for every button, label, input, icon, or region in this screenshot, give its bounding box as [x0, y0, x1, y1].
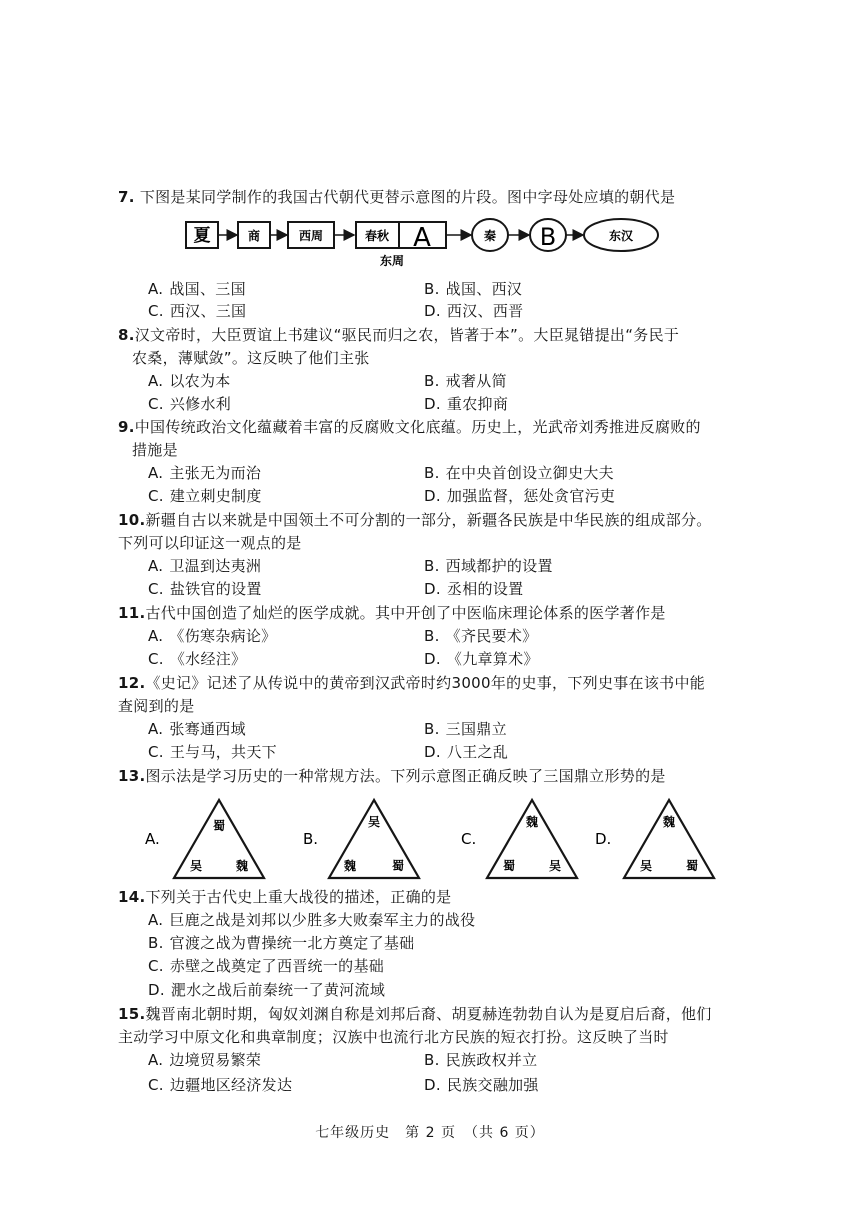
option-a: A. 边境贸易繁荣 [148, 1051, 262, 1069]
option-d: D. 加强监督，惩处贪官污吏 [424, 487, 616, 505]
triangle-c [487, 800, 577, 878]
triangle-a-right: 魏 [235, 859, 249, 873]
option-c: C. 西汉、三国 [148, 302, 247, 320]
question-text: 下图是某同学制作的我国古代朝代更替示意图的片段。图中字母处应填的朝代是 [139, 188, 676, 206]
option-a: A. 巨鹿之战是刘邦以少胜多大败秦军主力的战役 [148, 911, 476, 929]
node-a: A [413, 223, 431, 253]
triangle-a-top: 蜀 [212, 819, 226, 833]
option-a: A. 战国、三国 [148, 280, 246, 298]
node-chunqiu: 春秋 [364, 229, 390, 243]
node-xia: 夏 [193, 226, 211, 246]
option-a: A. 卫温到达夷洲 [148, 557, 262, 575]
question-9: 9.中国传统政治文化蕴藏着丰富的反腐败文化底蕴。历史上，光武帝刘秀推进反腐败的 措施是 [118, 418, 701, 459]
triangle-d-left: 吴 [639, 859, 653, 873]
option-c: C. 盐铁官的设置 [148, 580, 262, 598]
triangle-option-d-key: D. [595, 830, 612, 848]
question-13: 13.图示法是学习历史的一种常规方法。下列示意图正确反映了三国鼎立形势的是 [118, 767, 666, 785]
question-15: 15.魏晋南北朝时期，匈奴刘渊自称是刘邦后裔、胡夏赫连勃勃自认为是夏启后裔，他们 主动学习中原文化和典章制度；汉族中也流行北方民族的短衣打扮。这反映了当时 [118, 1005, 712, 1046]
triangle-c-left: 蜀 [502, 859, 516, 873]
triangle-option-c-key: C. [461, 830, 477, 848]
option-a: A. 张骞通西域 [148, 720, 246, 738]
option-b: B. 戒奢从简 [424, 372, 507, 390]
three-kingdoms-triangles [0, 790, 860, 890]
group-label-dongzhou: 东周 [379, 254, 405, 268]
dynasty-chain-diagram [0, 0, 860, 280]
triangle-a-left: 吴 [189, 859, 203, 873]
option-b: B. 战国、西汉 [424, 280, 523, 298]
option-d: D. 重农抑商 [424, 395, 509, 413]
triangle-c-right: 吴 [548, 859, 562, 873]
option-d: D. 八王之乱 [424, 743, 509, 761]
triangle-d-right: 蜀 [685, 859, 699, 873]
question-number: 7. [118, 188, 135, 206]
option-b: B. 官渡之战为曹操统一北方奠定了基础 [148, 934, 415, 952]
node-donghan: 东汉 [608, 229, 634, 243]
option-d: D. 《九章算术》 [424, 650, 539, 668]
question-12: 12.《史记》记述了从传说中的黄帝到汉武帝时约3000年的史事，下列史事在该书中能 查阅到的是 [118, 674, 706, 715]
question-10: 10.新疆自古以来就是中国领土不可分割的一部分，新疆各民族是中华民族的组成部分。 下列可以印证这一观点的是 [118, 511, 712, 552]
option-c: C. 建立刺史制度 [148, 487, 262, 505]
option-c: C. 王与马，共天下 [148, 743, 277, 761]
triangle-b [329, 800, 419, 878]
page-footer: 七年级历史 第 2 页 （共 6 页） [315, 1125, 545, 1141]
node-shang: 商 [247, 229, 261, 243]
node-qin: 秦 [483, 229, 497, 243]
option-c: C. 边疆地区经济发达 [148, 1076, 293, 1094]
option-d: D. 淝水之战后前秦统一了黄河流域 [148, 981, 386, 999]
option-d: D. 西汉、西晋 [424, 302, 524, 320]
option-b: B. 在中央首创设立御史大夫 [424, 464, 614, 482]
option-b: B. 西域都护的设置 [424, 557, 553, 575]
option-d: D. 丞相的设置 [424, 580, 524, 598]
triangle-b-left: 魏 [343, 859, 357, 873]
option-c: C. 兴修水利 [148, 395, 232, 413]
question-14: 14.下列关于古代史上重大战役的描述，正确的是 [118, 888, 452, 906]
triangle-b-top: 吴 [367, 815, 381, 829]
option-d: D. 民族交融加强 [424, 1076, 539, 1094]
triangle-c-top: 魏 [525, 815, 539, 829]
node-b: B [539, 223, 557, 251]
option-a: A. 主张无为而治 [148, 464, 262, 482]
triangle-option-b-key: B. [303, 830, 319, 848]
question-8: 8.汉文帝时，大臣贾谊上书建议“驱民而归之农，皆著于本”。大臣晁错提出“务民于 农桑，薄赋敛”。这反映了他们主张 [118, 326, 680, 367]
triangle-d-top: 魏 [662, 815, 676, 829]
option-b: B. 《齐民要术》 [424, 627, 538, 645]
option-c: C. 《水经注》 [148, 650, 247, 668]
option-a: A. 《伤寒杂病论》 [148, 627, 277, 645]
option-b: B. 三国鼎立 [424, 720, 507, 738]
triangle-option-a-key: A. [145, 830, 160, 848]
question-11: 11.古代中国创造了灿烂的医学成就。其中开创了中医临床理论体系的医学著作是 [118, 604, 666, 622]
option-a: A. 以农为本 [148, 372, 231, 390]
option-c: C. 赤壁之战奠定了西晋统一的基础 [148, 957, 385, 975]
triangle-a [174, 800, 264, 878]
node-xizhou: 西周 [298, 229, 324, 243]
triangle-b-right: 蜀 [391, 859, 405, 873]
option-b: B. 民族政权并立 [424, 1051, 538, 1069]
triangle-d [624, 800, 714, 878]
